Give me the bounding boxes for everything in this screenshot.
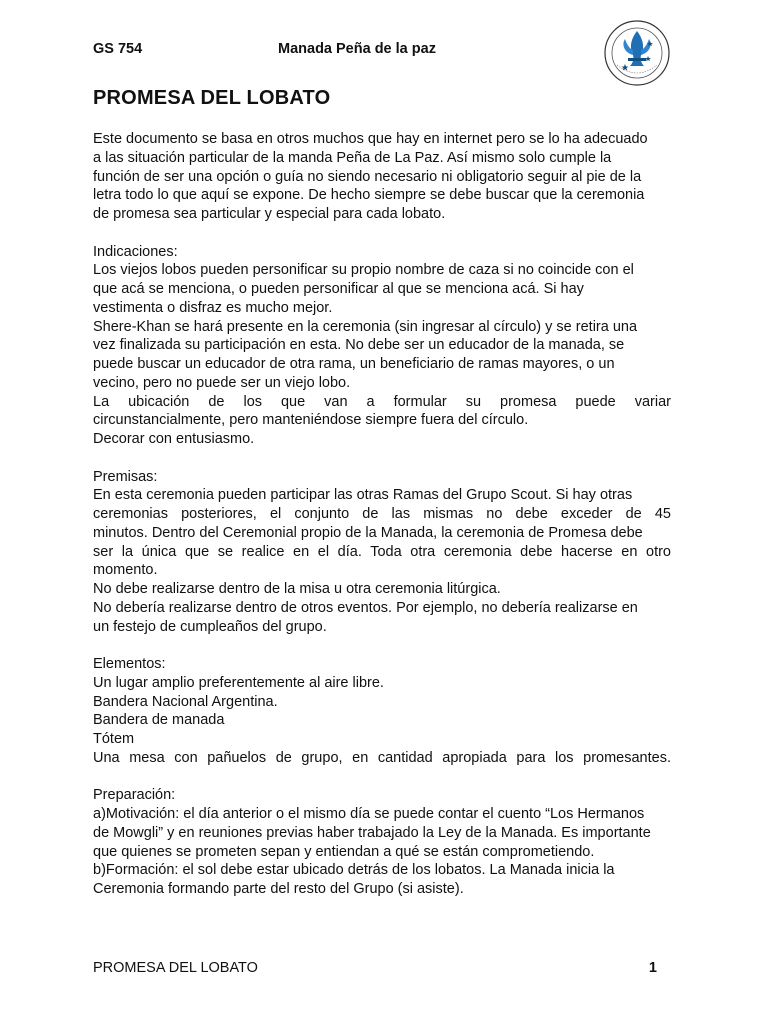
text-line: Preparación: (93, 787, 176, 804)
text-line: Ceremonia formando parte del resto del Grupo (si asiste). (93, 881, 464, 897)
paragraph (93, 243, 671, 449)
text-line: Decorar con entusiasmo. (93, 431, 255, 447)
text-line: de promesa sea particular y especial para cada lobato. (93, 206, 446, 222)
footer-title: PROMESA DEL LOBATO (93, 960, 258, 976)
text-line: No debe realizarse dentro de la misa u otra ceremonia litúrgica. (93, 581, 501, 597)
text-line: Premisas: (93, 468, 158, 485)
text-line: de Mowgli” y en reuniones previas haber trabajado la Ley de la Manada. Es importante (93, 824, 651, 841)
organization-name: Manada Peña de la paz (278, 41, 436, 57)
text-line: b)Formación: el sol debe estar ubicado detrás de los lobatos. La Manada inicia la (93, 862, 615, 879)
text-line: a)Motivación: el día anterior o el mismo día se puede contar el cuento “Los Hermanos (93, 806, 645, 822)
text-line: vestimenta o disfraz es mucho mejor. (93, 299, 333, 316)
text-line: Este documento se basa en otros muchos que hay en internet pero se lo ha adecuado (93, 131, 648, 147)
text-line: Una mesa con pañuelos de grupo, en cantidad apropiada para los promesantes. (93, 749, 671, 766)
document-body (93, 130, 671, 918)
text-line: Shere-Khan se hará presente en la ceremonia (sin ingresar al círculo) y se retira una (93, 318, 638, 335)
text-line: función de ser una opción o guía no siendo necesario ni obligatorio seguir al pie de la (93, 168, 642, 185)
paragraph (93, 655, 671, 768)
text-line: a las situación particular de la manda Peña de La Paz. Así mismo solo cumple la (93, 149, 612, 166)
text-line: Elementos: (93, 656, 166, 672)
text-line: vecino, pero no puede ser un viejo lobo. (93, 374, 351, 391)
text-line: ceremonias posteriores, el conjunto de las mismas no debe exceder de 45 (93, 506, 671, 522)
text-line: que acá se menciona, o pueden personificar al que se menciona acá. Si hay (93, 281, 584, 297)
text-line: vez finalizada su participación en esta. No debe ser un educador de la manada, se (93, 337, 625, 354)
text-line: ser la única que se realice en el día. Toda otra ceremonia debe hacerse en otro (93, 543, 671, 560)
text-line: puede buscar un educador de otra rama, un beneficiario de ramas mayores, o un (93, 356, 615, 372)
page-number: 1 (648, 960, 657, 976)
text-line: Bandera Nacional Argentina. (93, 693, 278, 710)
scout-fleur-de-lis-emblem-icon (603, 19, 671, 87)
text-line: circunstancialmente, pero manteniéndose siempre fuera del círculo. (93, 412, 529, 429)
text-line: que quienes se prometen sepan y entiendan a qué se están comprometiendo. (93, 843, 595, 860)
text-line: minutos. Dentro del Ceremonial propio de la Manada, la ceremonia de Promesa debe (93, 524, 643, 541)
paragraph (93, 786, 671, 899)
paragraph (93, 468, 671, 637)
text-line: Bandera de manada (93, 712, 225, 729)
text-line: Indicaciones: (93, 243, 178, 260)
text-line: La ubicación de los que van a formular su promesa puede variar (93, 393, 671, 410)
text-line: letra todo lo que aquí se expone. De hecho siempre se debe buscar que la ceremonia (93, 187, 645, 204)
group-code: GS 754 (93, 41, 143, 57)
text-line: momento. (93, 562, 158, 579)
text-line: Un lugar amplio preferentemente al aire libre. (93, 674, 384, 691)
document-title: PROMESA DEL LOBATO (93, 87, 331, 109)
text-line: un festejo de cumpleaños del grupo. (93, 618, 327, 635)
paragraph (93, 130, 671, 224)
text-line: Tótem (93, 731, 135, 747)
text-line: En esta ceremonia pueden participar las otras Ramas del Grupo Scout. Si hay otras (93, 487, 633, 504)
text-line: No debería realizarse dentro de otros eventos. Por ejemplo, no debería realizarse en (93, 599, 638, 616)
text-line: Los viejos lobos pueden personificar su propio nombre de caza si no coincide con el (93, 262, 634, 279)
